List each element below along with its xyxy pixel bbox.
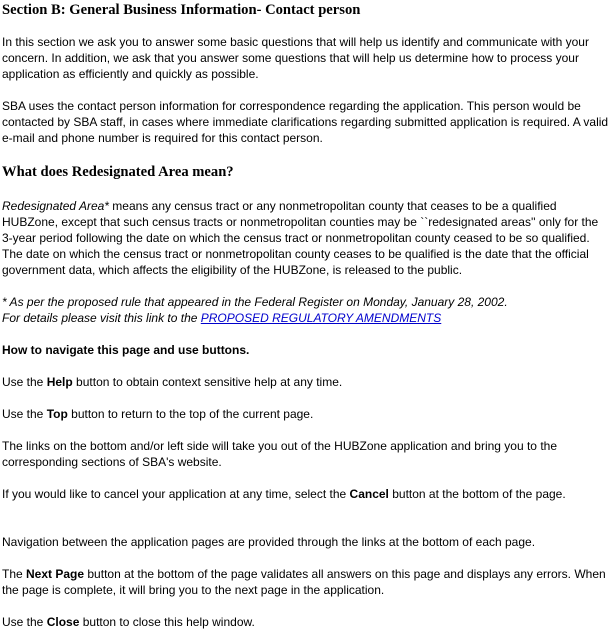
redesignated-heading: What does Redesignated Area mean? (2, 164, 234, 180)
redesignated-term: Redesignated Area* (2, 199, 109, 213)
redesignated-definition-text: means any census tract or any nonmetropolitan county that ceases to be a qualified HUBZone, except that such census tracts or nonmetropolitan counties may be ``redesignated areas'' only for the 3-year period following the date on which the census tract or nonmetropolitan county ceased to be so qualified. The date on which the census tract or nonmetropolitan county ceases to be qualified is the date that the official government data, which affects the eligibility of the HUBZone, is released to the public. (2, 199, 599, 277)
top-label: Top (46, 407, 68, 421)
close-button-text (2, 614, 610, 630)
top-post: button to return to the top of the current page. (67, 407, 314, 421)
section-b-intro: In this section we ask you to answer some basic questions that will help us identify and communicate with your concern. In addition, we ask that you answer some questions that will help us determine how to process your application as efficiently and quickly as possible. (2, 35, 589, 81)
close-post: button to close this help window. (79, 615, 255, 629)
redesignated-definition (2, 198, 610, 278)
next-pre: The (2, 567, 27, 581)
navigation-heading: How to navigate this page and use buttons. (2, 343, 250, 357)
navigation-text: Navigation between the application pages are provided through the links at the bottom of each page. (2, 535, 536, 549)
cancel-pre: If you would like to cancel your application at any time, select the (2, 487, 350, 501)
proposed-amendments-link[interactable]: PROPOSED REGULATORY AMENDMENTS (200, 311, 442, 325)
top-button-text (2, 406, 610, 422)
help-button-text (2, 374, 610, 390)
top-pre: Use the (2, 407, 47, 421)
help-label: Help (46, 375, 73, 389)
links-text: The links on the bottom and/or left side will take you out of the HUBZone application and bring you to the corresponding sections of SBA's website. (2, 439, 557, 469)
redesignated-details (2, 310, 610, 326)
next-label: Next Page (26, 567, 85, 581)
close-label: Close (46, 615, 80, 629)
cancel-label: Cancel (349, 487, 389, 501)
next-post: button at the bottom of the page validates all answers on this page and displays any errors. When the page is complete, it will bring you to the next page in the application. (2, 567, 606, 597)
close-pre: Use the (2, 615, 47, 629)
help-post: button to obtain context sensitive help at any time. (72, 375, 343, 389)
next-page-button-text (2, 566, 610, 598)
redesignated-footnote: * As per the proposed rule that appeared in the Federal Register on Monday, January 28, 2002. (2, 295, 508, 309)
details-prefix: For details please visit this link to the (2, 311, 201, 325)
section-b-contact-info: SBA uses the contact person information for correspondence regarding the application. This person would be contacted by SBA staff, in cases where immediate clarifications regarding submitted application is required. A valid e-mail and phone number is required for this contact person. (2, 99, 609, 145)
cancel-post: button at the bottom of the page. (388, 487, 566, 501)
help-pre: Use the (2, 375, 47, 389)
cancel-button-text (2, 486, 610, 502)
section-b-heading: Section B: General Business Information- Contact person (2, 2, 361, 18)
